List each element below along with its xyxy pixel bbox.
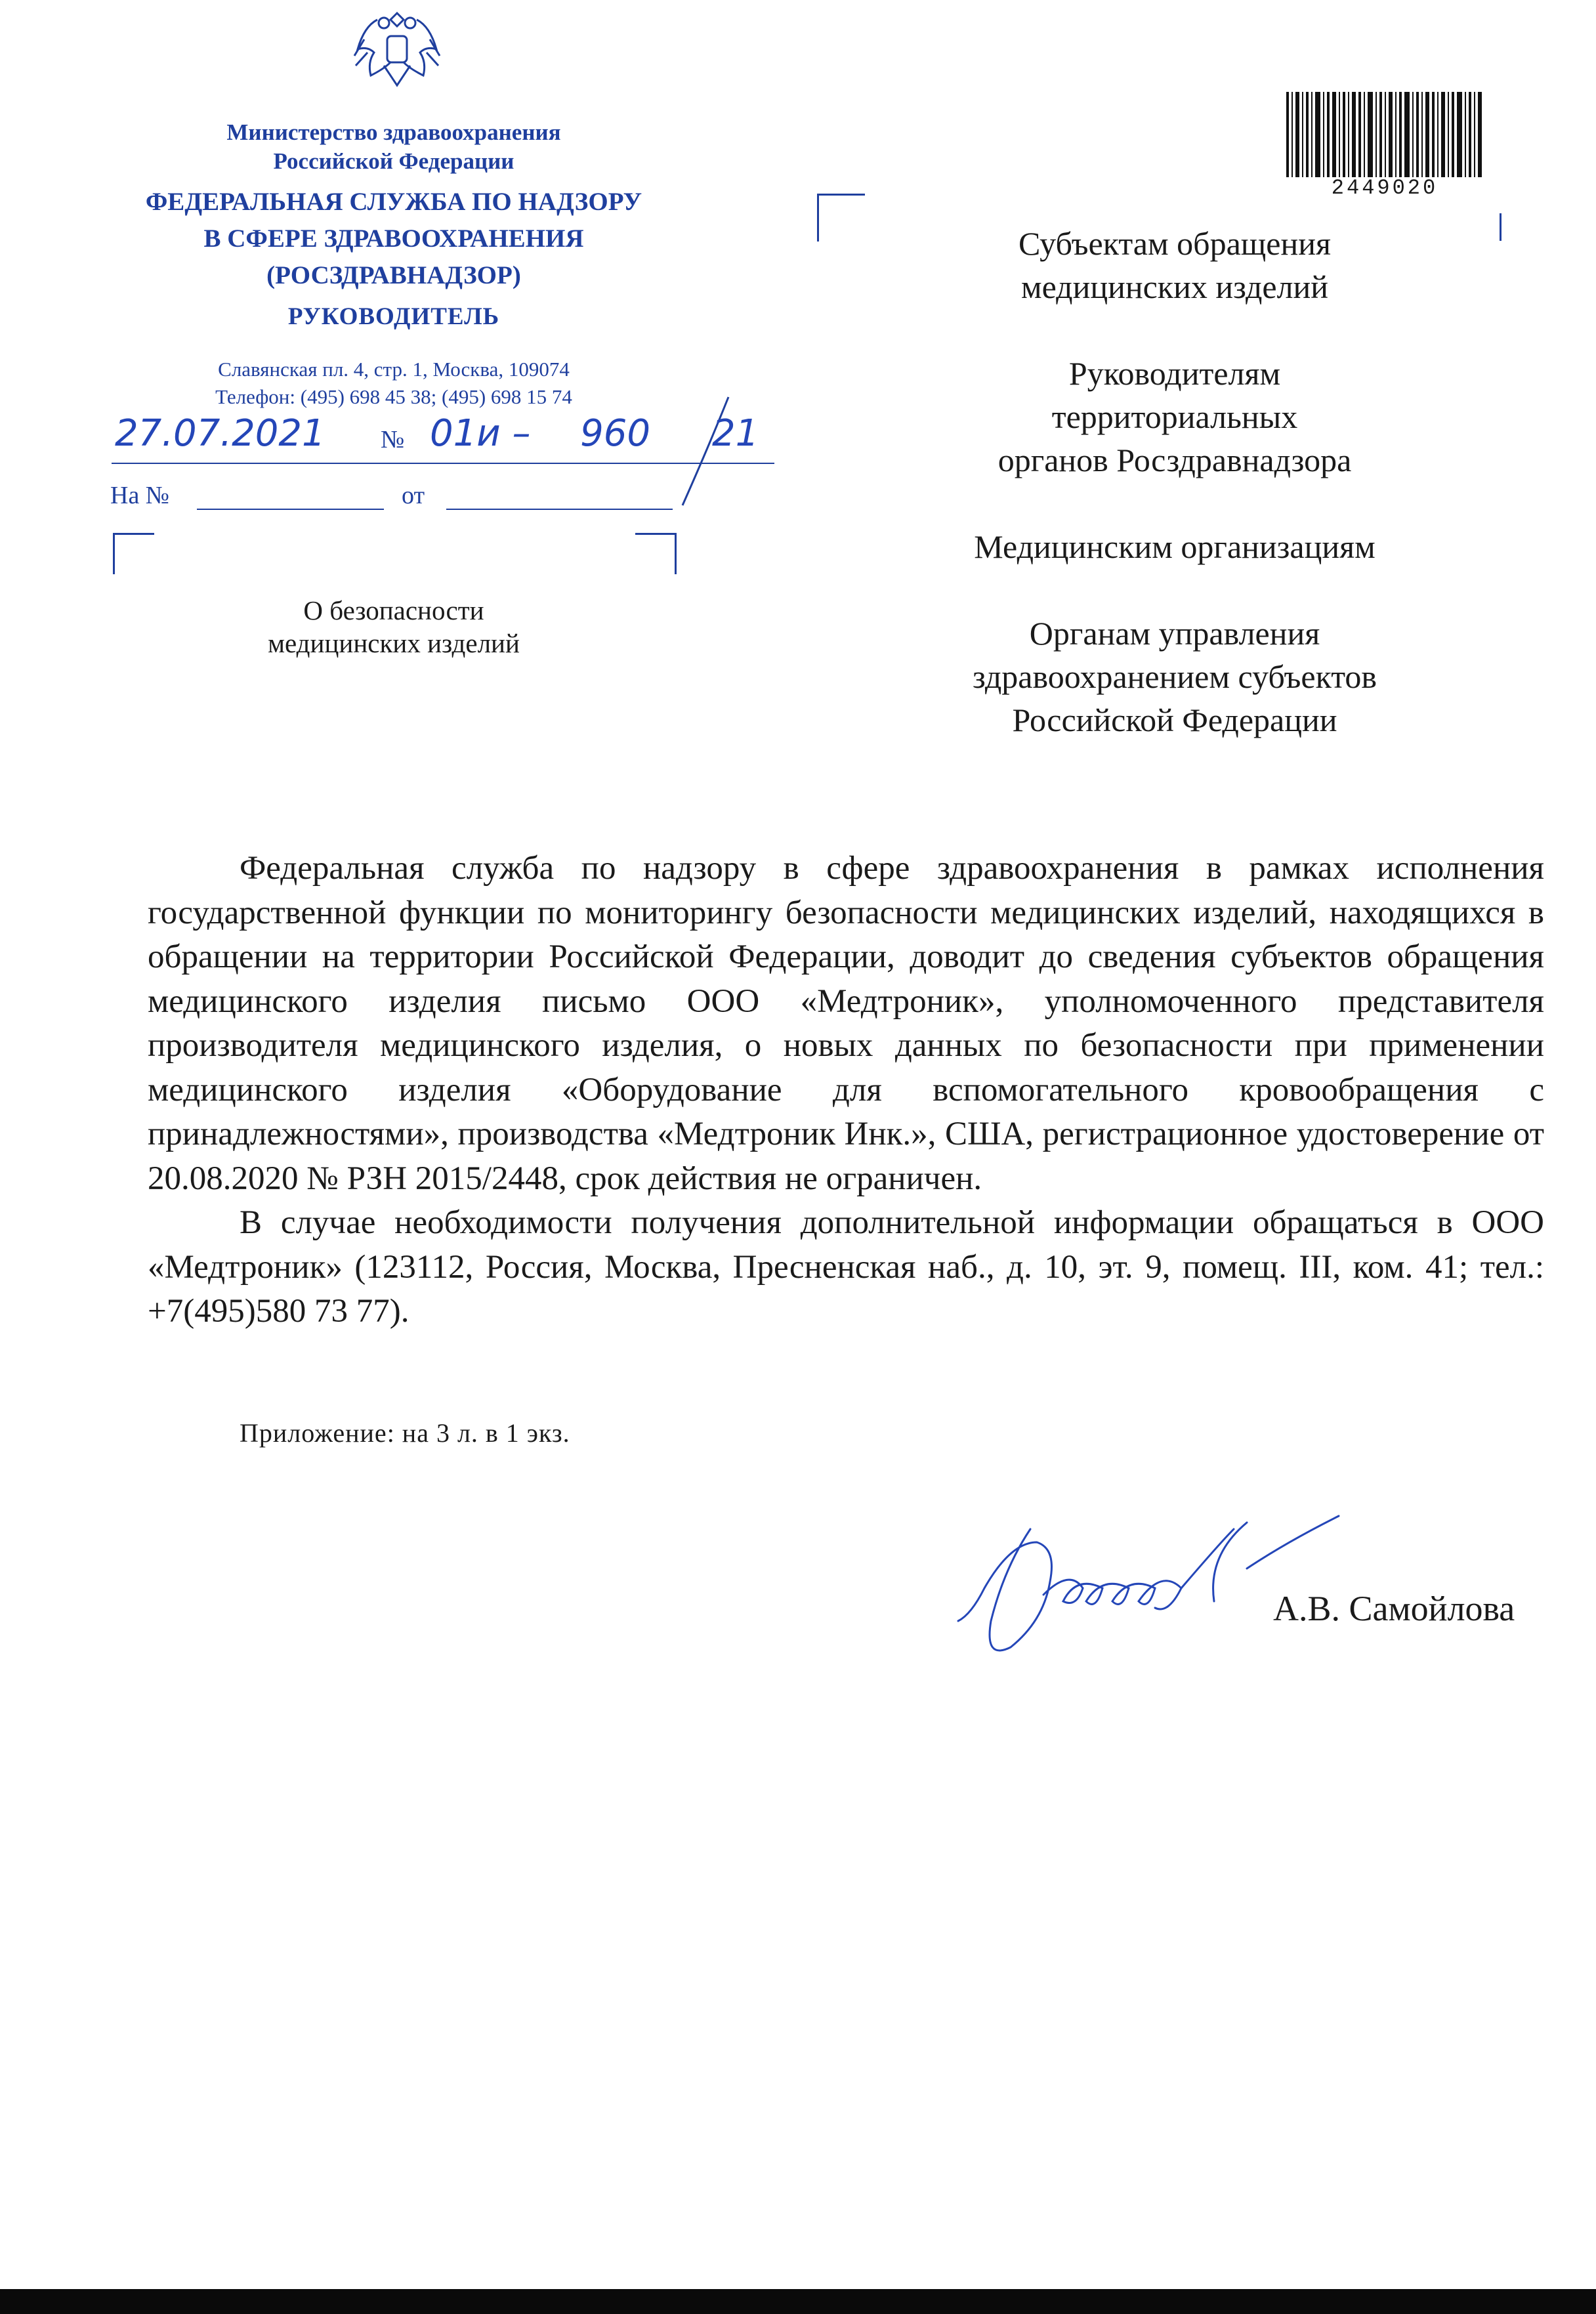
addressee-corner-right — [1500, 213, 1502, 241]
subject-corner-right — [635, 533, 677, 574]
addressee-group — [873, 612, 1477, 742]
addressee-line: территориальных — [1051, 398, 1298, 435]
reply-number-field — [197, 509, 384, 510]
signer-name: А.В. Самойлова — [1273, 1589, 1515, 1628]
reply-date-field — [446, 509, 673, 510]
addressee-group — [873, 525, 1477, 568]
addressee-line: Субъектам обращения — [1018, 225, 1331, 262]
ministry-name — [98, 118, 689, 176]
addressee-line: здравоохранением субъектов — [972, 658, 1377, 695]
service-line-1: ФЕДЕРАЛЬНАЯ СЛУЖБА ПО НАДЗОРУ — [145, 188, 642, 216]
addressee-line: медицинских изделий — [1020, 268, 1329, 305]
address-line: Славянская пл. 4, стр. 1, Москва, 109074 — [218, 358, 570, 381]
ministry-line-2: Российской Федерации — [273, 148, 514, 174]
registration-number-label: № — [381, 426, 405, 453]
phone-line: Телефон: (495) 698 45 38; (495) 698 15 74 — [215, 385, 572, 408]
barcode-number: 2449020 — [1331, 176, 1438, 200]
addressee-group — [873, 352, 1477, 482]
registration-number-part2: 960 — [580, 412, 650, 455]
registration-date: 27.07.2021 — [115, 412, 326, 455]
service-name — [98, 184, 689, 294]
scan-border — [0, 2289, 1596, 2314]
addressee-line: органов Росздравнадзора — [998, 442, 1352, 478]
reply-number-label: На № — [110, 482, 170, 509]
addressees — [873, 222, 1477, 742]
letter-body — [148, 847, 1544, 1334]
addressee-line: Российской Федерации — [1012, 702, 1337, 738]
addressee-group — [873, 222, 1477, 308]
attachment-note: Приложение: на 3 л. в 1 экз. — [240, 1418, 570, 1448]
signature — [945, 1490, 1352, 1673]
barcode — [1286, 92, 1483, 177]
addressee-line: Медицинским организациям — [974, 528, 1376, 565]
registration-number-suffix: 21 — [712, 412, 759, 455]
body-paragraph-2: В случае необходимости получения дополнительной информации обращаться в ООО «Медтроник» (123112, Россия, Москва, Пресненская наб., д. 10, эт. 9, помещ. III, ком. 41; тел.: +7(495)580 73 77). — [148, 1204, 1544, 1330]
subject-corner-left — [113, 533, 154, 574]
registration-number-part1: 01и – — [430, 412, 531, 455]
registration-underline — [112, 463, 774, 464]
service-line-3: (РОСЗДРАВНАДЗОР) — [266, 261, 521, 289]
ministry-line-1: Министерство здравоохранения — [226, 119, 561, 145]
registration-number — [430, 412, 650, 455]
addressee-corner-left — [817, 194, 865, 242]
head-title: РУКОВОДИТЕЛЬ — [287, 303, 500, 330]
address-block — [98, 356, 689, 411]
letter-subject — [197, 594, 591, 660]
subject-line-2: медицинских изделий — [268, 628, 520, 658]
body-paragraph-1: Федеральная служба по надзору в сфере здравоохранения в рамках исполнения государственной функции по мониторингу безопасности медицинских изделий, находящихся в обращении на территории Российской Федерации, доводит до сведения субъектов обращения медицинского изделия письмо ООО «Медтроник», уполномоченного представителя производителя медицинского изделия, о новых данных по безопасности при применении медицинского изделия «Оборудование для вспомогательного кровообращения с принадлежностями», производства «Медтроник Инк.», США, регистрационное удостоверение от 20.08.2020 № РЗН 2015/2448, срок действия не ограничен. — [148, 850, 1544, 1197]
service-line-2: В СФЕРЕ ЗДРАВООХРАНЕНИЯ — [203, 224, 584, 253]
reply-date-label: от — [402, 482, 425, 509]
coat-of-arms-icon — [338, 0, 456, 105]
addressee-line: Органам управления — [1029, 615, 1320, 652]
subject-line-1: О безопасности — [303, 595, 484, 625]
addressee-line: Руководителям — [1068, 355, 1281, 392]
